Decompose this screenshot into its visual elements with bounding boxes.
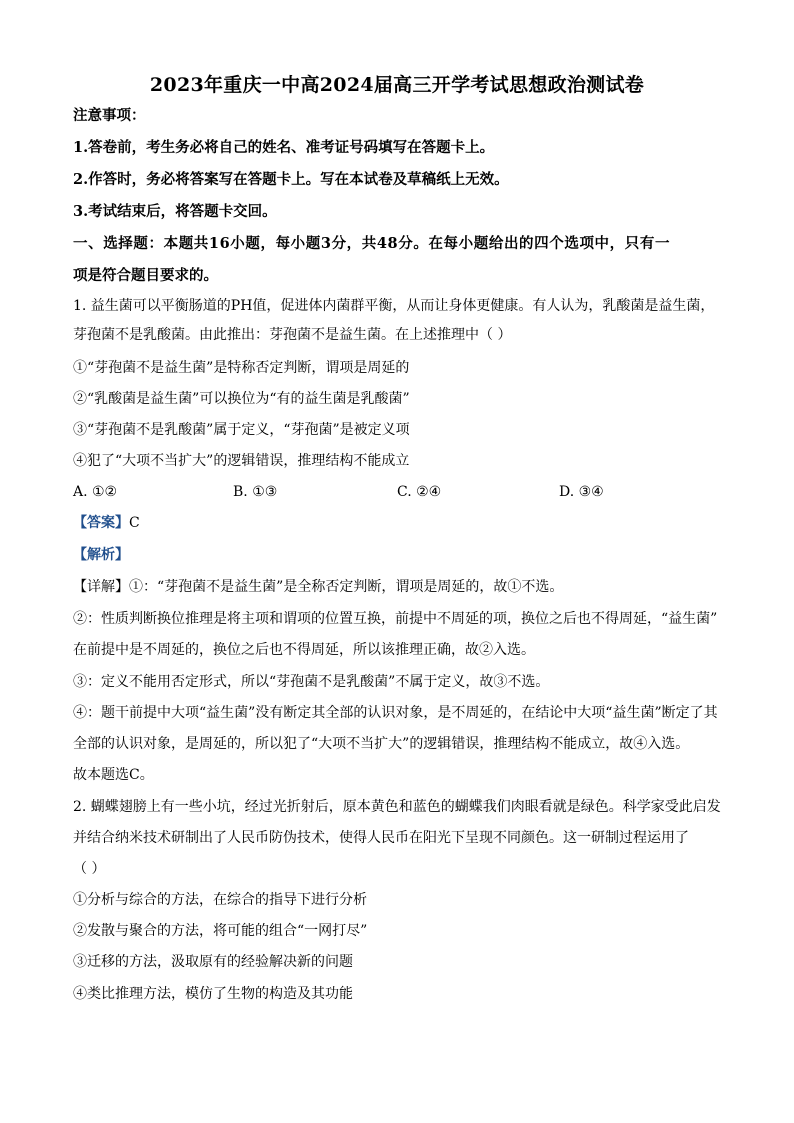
- answer-value: C: [129, 515, 140, 531]
- q1-statement-1: ①“芽孢菌不是益生菌”是特称否定判断，谓项是周延的: [73, 360, 410, 376]
- q1-option-a: A. ①②: [73, 484, 118, 500]
- q1-option-b: B. ①③: [233, 484, 278, 500]
- answer-tag: 【答案】: [73, 515, 129, 531]
- page-title: 2023年重庆一中高2024届高三开学考试思想政治测试卷: [149, 74, 645, 96]
- q2-stem-line2: 并结合纳米技术研制出了人民币防伪技术，使得人民币在阳光下呈现不同颜色。这一研制过程运用了: [73, 830, 689, 846]
- section-heading-line2: 项是符合题目要求的。: [73, 267, 218, 284]
- analysis-tag: 【解析】: [73, 547, 129, 563]
- q1-option-c: C. ②④: [397, 484, 442, 500]
- q1-statement-4: ④犯了“大项不当扩大”的逻辑错误，推理结构不能成立: [73, 453, 410, 469]
- detail-text-1: ①：“芽孢菌不是益生菌”是全称否定判断，谓项是周延的，故①不选。: [129, 579, 564, 595]
- q1-answer-row: [73, 513, 754, 533]
- q2-stem-line3: （ ）: [73, 861, 106, 877]
- detail-tag: 【详解】: [73, 579, 129, 595]
- q1-detail-1: [73, 577, 754, 597]
- q2-statement-2: ②发散与聚合的方法，将可能的组合“一网打尽”: [73, 923, 368, 939]
- q1-detail-2a: ②：性质判断换位推理是将主项和谓项的位置互换，前提中不周延的项，换位之后也不得周延，“益生菌”: [73, 611, 718, 627]
- q1-stem-line1: 1. 益生菌可以平衡肠道的PH值，促进体内菌群平衡，从而让身体更健康。有人认为，乳酸菌是益生菌，: [73, 298, 715, 314]
- q2-statement-4: ④类比推理方法，模仿了生物的构造及其功能: [73, 986, 353, 1002]
- q1-detail-4b: 全部的认识对象，是周延的，所以犯了“大项不当扩大”的逻辑错误，推理结构不能成立，故④入选。: [73, 736, 690, 752]
- q2-statement-1: ①分析与综合的方法，在综合的指导下进行分析: [73, 892, 367, 908]
- notice-item-3: 3.考试结束后，将答题卡交回。: [73, 203, 277, 220]
- q1-statement-3: ③“芽孢菌不是乳酸菌”属于定义，“芽孢菌”是被定义项: [73, 422, 410, 438]
- q1-detail-2b: 在前提中是不周延的，换位之后也不得周延，所以该推理正确，故②入选。: [73, 642, 535, 658]
- q2-statement-3: ③迁移的方法，汲取原有的经验解决新的问题: [73, 954, 353, 970]
- q2-stem-line1: 2. 蝴蝶翅膀上有一些小坑，经过光折射后，原本黄色和蓝色的蝴蝶我们肉眼看就是绿色。科学家受此启发: [73, 799, 721, 815]
- notice-item-2: 2.作答时，务必将答案写在答题卡上。写在本试卷及草稿纸上无效。: [73, 171, 509, 188]
- notice-item-1: 1.答卷前，考生务必将自己的姓名、准考证号码填写在答题卡上。: [73, 139, 495, 156]
- q1-detail-3: ③：定义不能用否定形式，所以“芽孢菌不是乳酸菌”不属于定义，故③不选。: [73, 674, 550, 690]
- q1-option-d: D. ③④: [559, 484, 604, 500]
- q1-statement-2: ②“乳酸菌是益生菌”可以换位为“有的益生菌是乳酸菌”: [73, 391, 410, 407]
- q1-analysis-row: [73, 545, 754, 565]
- q1-stem-line2: 芽孢菌不是乳酸菌。由此推出：芽孢菌不是益生菌。在上述推理中（ ）: [73, 327, 512, 343]
- section-heading-line1: 一、选择题：本题共16小题，每小题3分，共48分。在每小题给出的四个选项中，只有一: [73, 235, 671, 252]
- q1-options: [73, 482, 754, 502]
- q1-detail-4a: ④：题干前提中大项“益生菌”没有断定其全部的认识对象，是不周延的，在结论中大项“益生菌”断定了其: [73, 705, 718, 721]
- q1-conclusion: 故本题选C。: [73, 767, 154, 783]
- notice-heading: 注意事项：: [73, 107, 146, 124]
